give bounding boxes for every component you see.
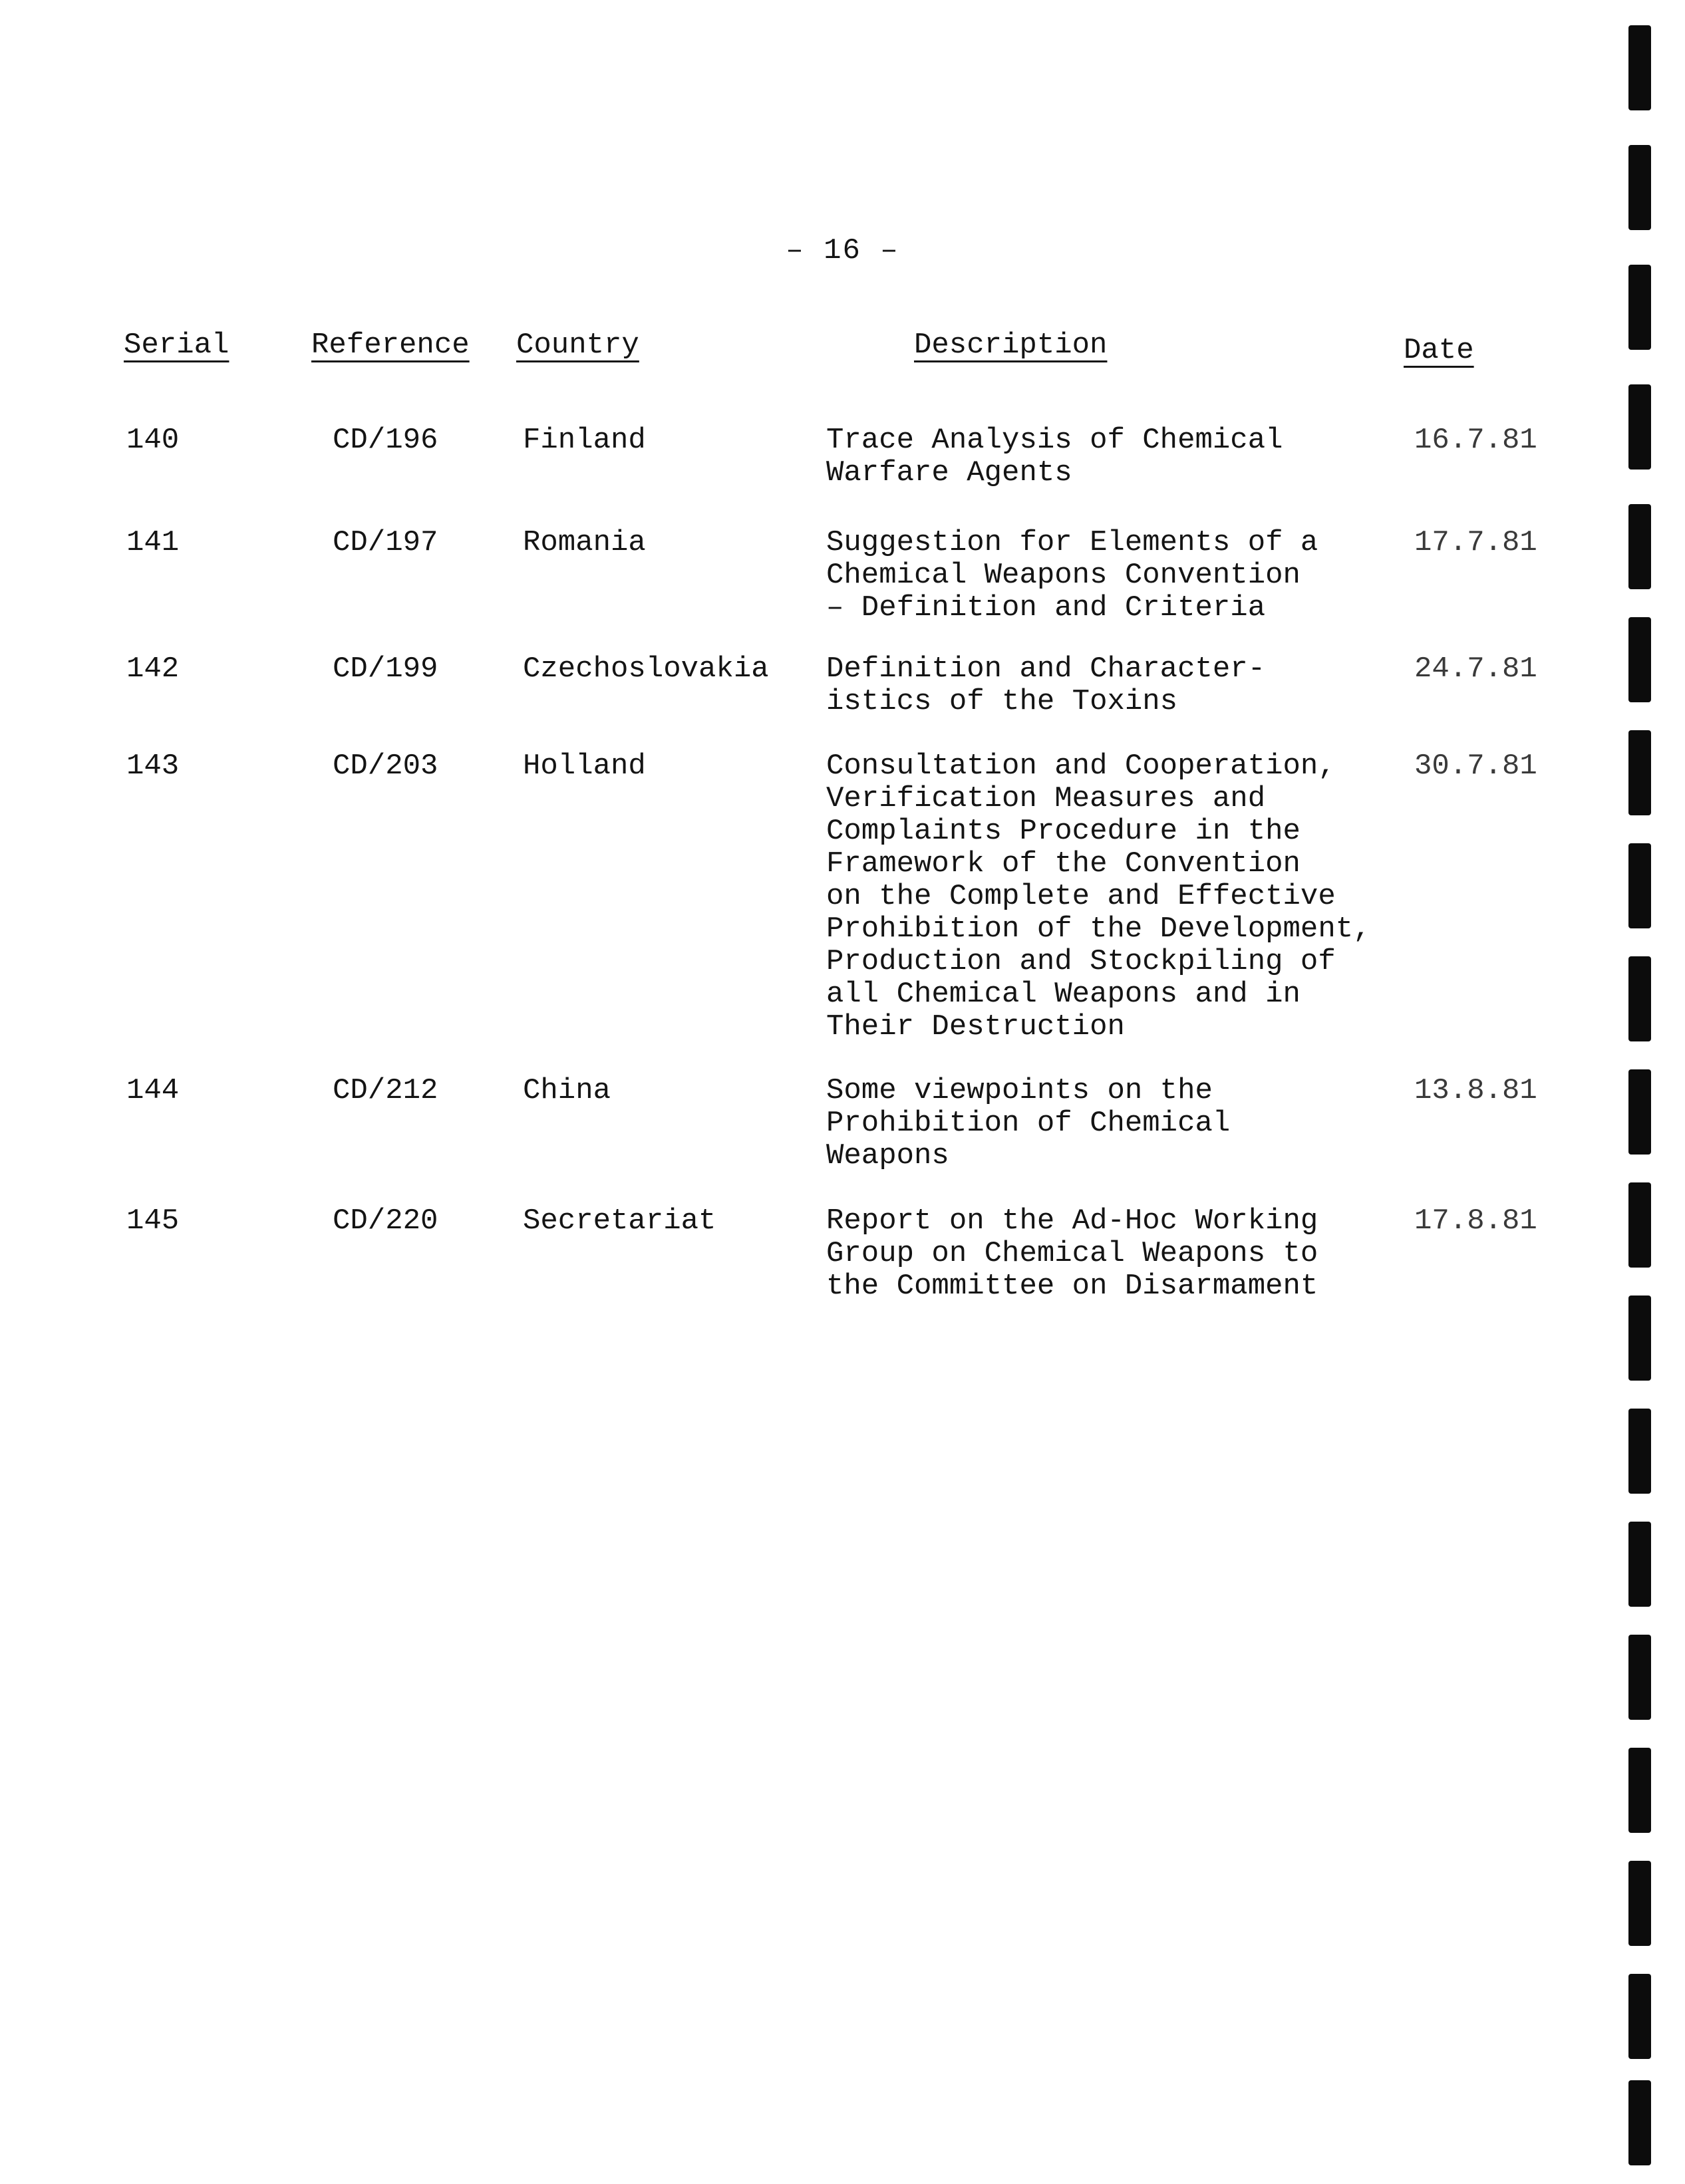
- date-cell: 16.7.81: [1414, 424, 1537, 457]
- binding-mark: [1628, 504, 1651, 589]
- country-cell: Czechoslovakia: [523, 652, 769, 686]
- header-description: Description: [914, 329, 1108, 362]
- description-cell: Some viewpoints on the Prohibition of Chemical Weapons: [826, 1074, 1231, 1172]
- description-cell: Consultation and Cooperation, Verification Measures and Complaints Procedure in the Framework of the Convention on the Complete and Effective Prohibition of the Development, Production and Stockpiling of all Chemical Weapons and in Their Destruction: [826, 750, 1371, 1043]
- reference-cell: CD/196: [333, 424, 438, 457]
- page-number: – 16 –: [786, 234, 899, 267]
- reference-cell: CD/203: [333, 750, 438, 783]
- country-cell: Holland: [523, 750, 646, 783]
- description-cell: Report on the Ad-Hoc Working Group on Chemical Weapons to the Committee on Disarmament: [826, 1204, 1318, 1303]
- date-cell: 17.7.81: [1414, 526, 1537, 559]
- reference-cell: CD/197: [333, 526, 438, 559]
- binding-mark: [1628, 25, 1651, 110]
- binding-mark: [1628, 2080, 1651, 2165]
- date-cell: 30.7.81: [1414, 750, 1537, 783]
- serial-cell: 144: [126, 1074, 180, 1107]
- binding-mark: [1628, 145, 1651, 230]
- binding-mark: [1628, 843, 1651, 928]
- header-reference: Reference: [311, 329, 470, 362]
- country-cell: Secretariat: [523, 1204, 716, 1238]
- description-cell: Trace Analysis of Chemical Warfare Agents: [826, 424, 1283, 489]
- reference-cell: CD/212: [333, 1074, 438, 1107]
- country-cell: Finland: [523, 424, 646, 457]
- description-cell: Definition and Character- istics of the Toxins: [826, 652, 1266, 718]
- header-date: Date: [1404, 334, 1474, 367]
- binding-mark: [1628, 384, 1651, 470]
- serial-cell: 140: [126, 424, 180, 457]
- header-serial: Serial: [124, 329, 230, 362]
- serial-cell: 141: [126, 526, 180, 559]
- binding-mark: [1628, 956, 1651, 1041]
- binding-mark: [1628, 1522, 1651, 1607]
- date-cell: 24.7.81: [1414, 652, 1537, 686]
- description-cell: Suggestion for Elements of a Chemical Weapons Convention – Definition and Criteria: [826, 526, 1318, 624]
- serial-cell: 142: [126, 652, 180, 686]
- binding-mark: [1628, 730, 1651, 815]
- serial-cell: 145: [126, 1204, 180, 1238]
- binding-mark: [1628, 1748, 1651, 1833]
- binding-mark: [1628, 1296, 1651, 1381]
- country-cell: China: [523, 1074, 611, 1107]
- date-cell: 13.8.81: [1414, 1074, 1537, 1107]
- reference-cell: CD/220: [333, 1204, 438, 1238]
- binding-mark: [1628, 1069, 1651, 1155]
- header-country: Country: [516, 329, 639, 362]
- serial-cell: 143: [126, 750, 180, 783]
- date-cell: 17.8.81: [1414, 1204, 1537, 1238]
- binding-mark: [1628, 1861, 1651, 1946]
- binding-mark: [1628, 1635, 1651, 1720]
- binding-mark: [1628, 1409, 1651, 1494]
- reference-cell: CD/199: [333, 652, 438, 686]
- binding-mark: [1628, 1974, 1651, 2059]
- binding-mark: [1628, 1182, 1651, 1268]
- binding-mark: [1628, 617, 1651, 702]
- binding-mark: [1628, 265, 1651, 350]
- country-cell: Romania: [523, 526, 646, 559]
